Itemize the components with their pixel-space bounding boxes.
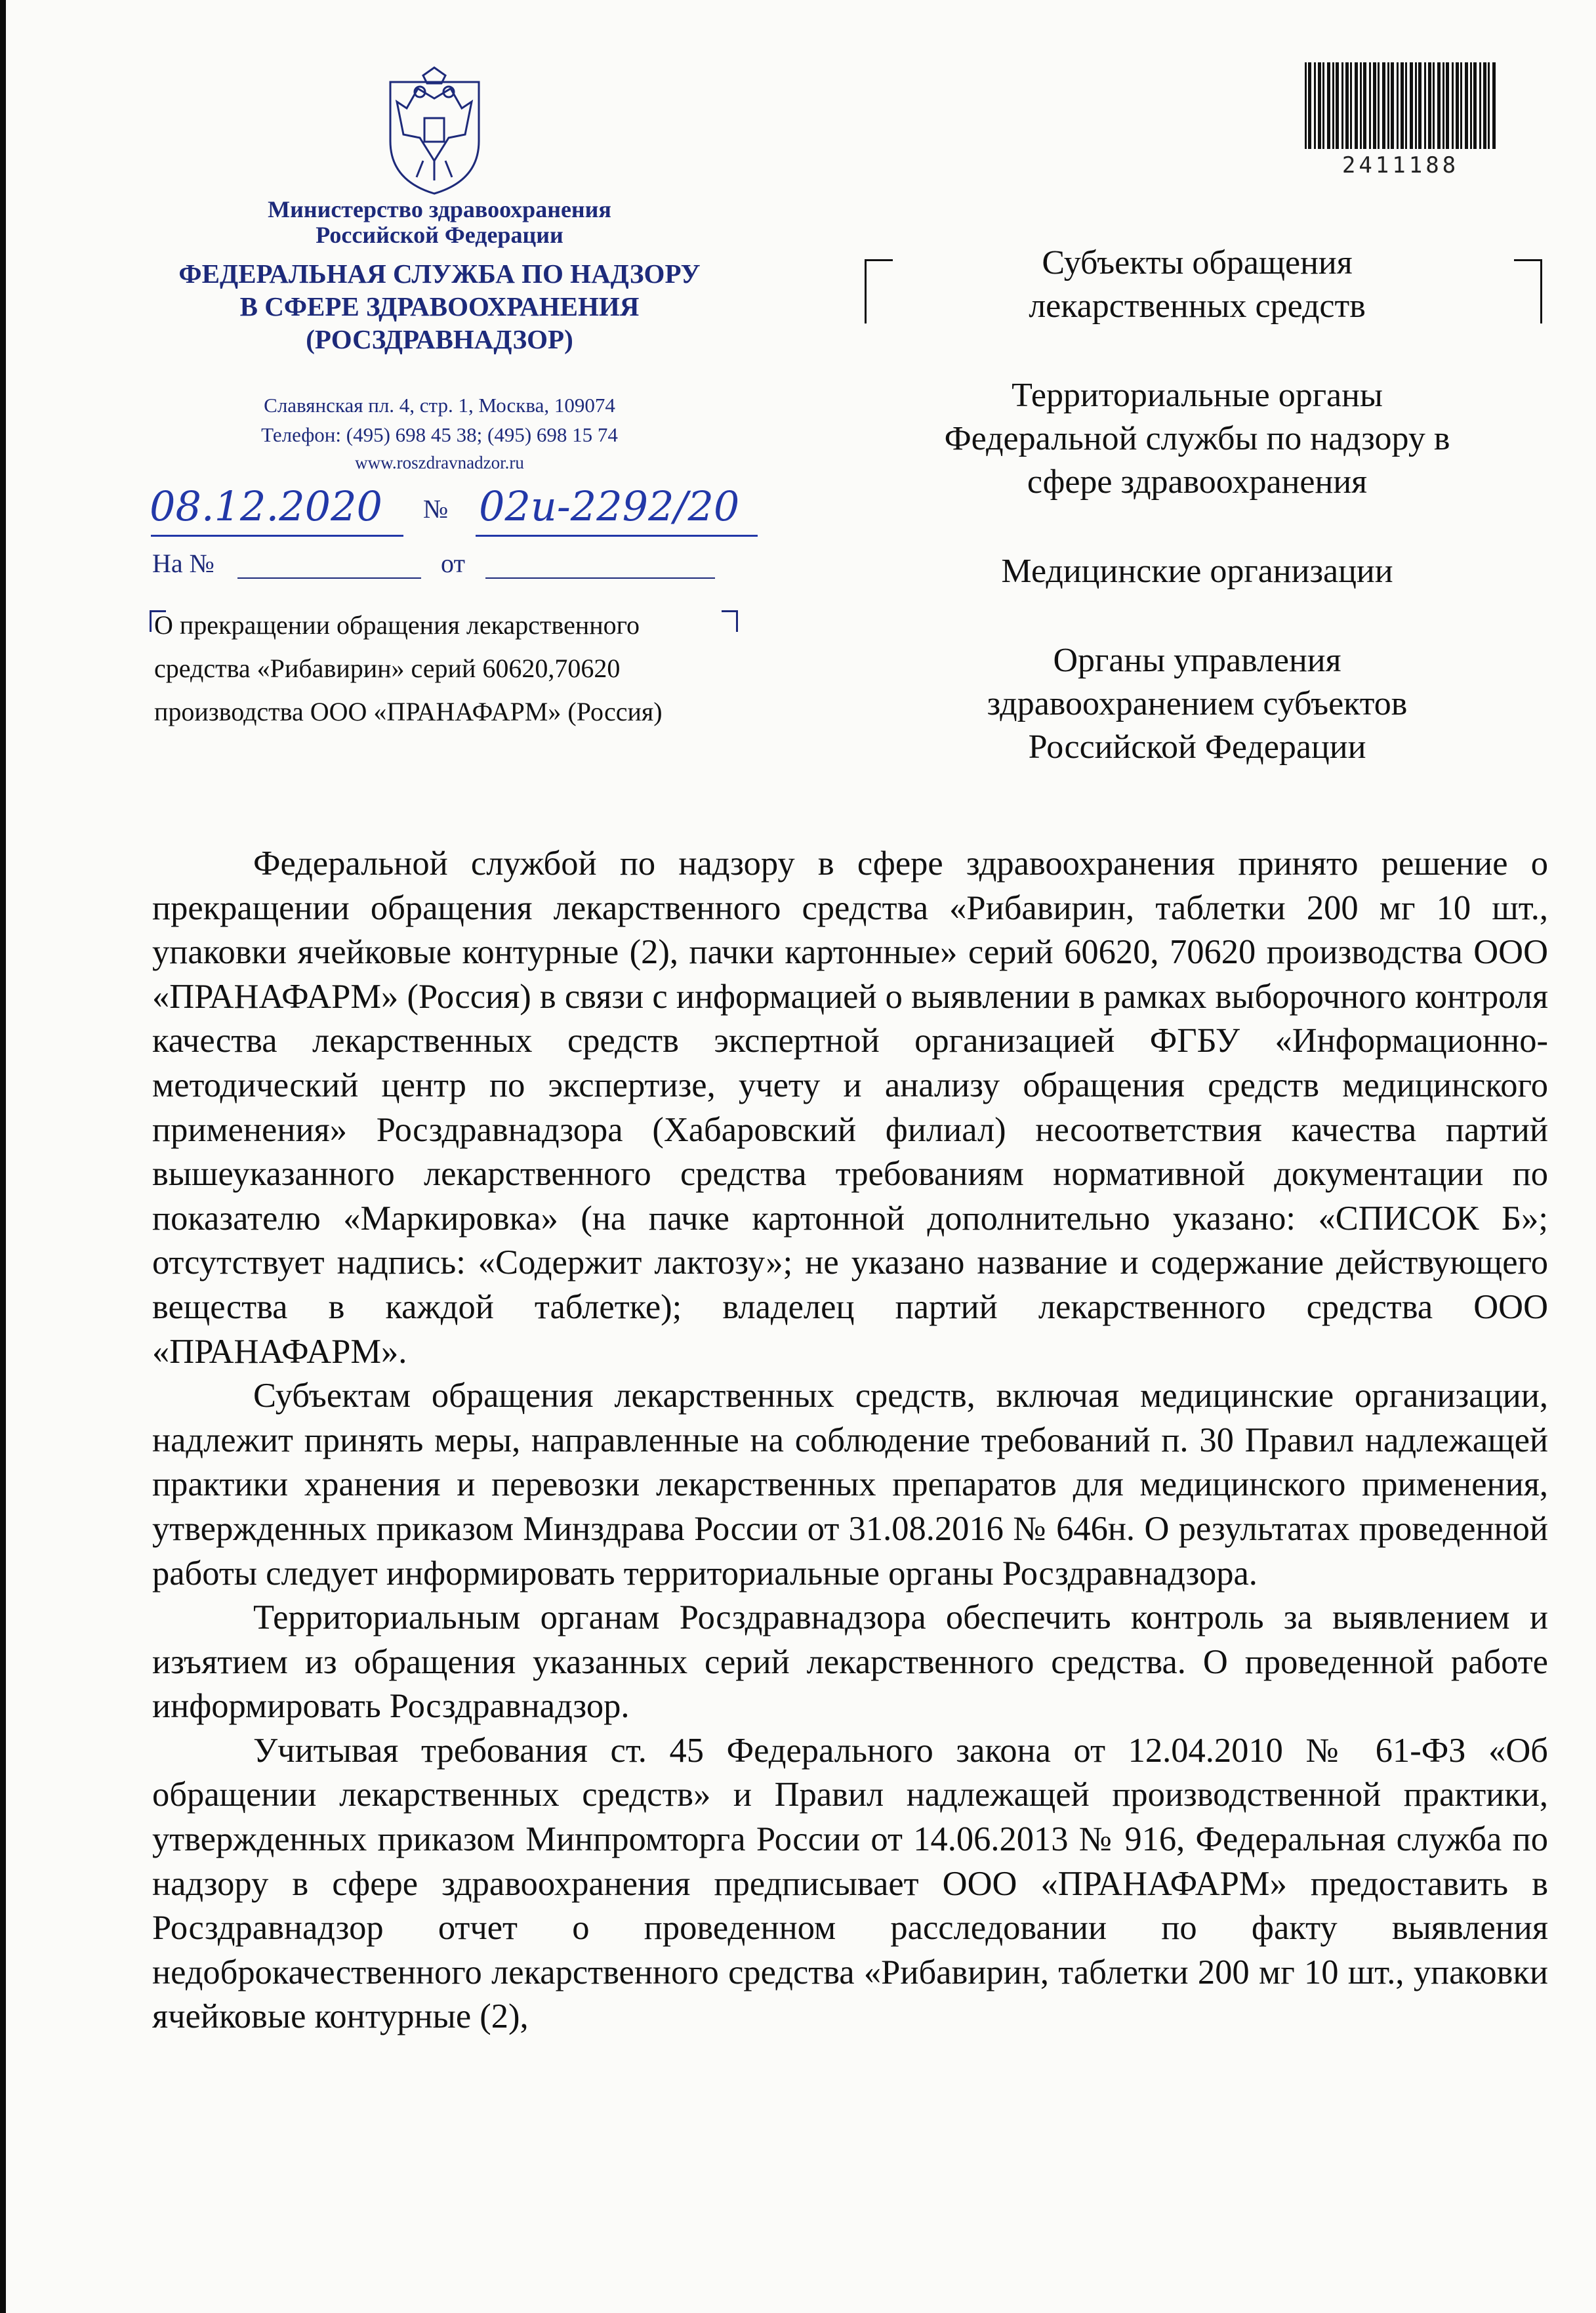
address: Славянская пл. 4, стр. 1, Москва, 109074 <box>264 394 615 417</box>
subject-line3: производства ООО «ПРАНАФАРМ» (Россия) <box>154 697 663 726</box>
addressee-block <box>853 241 1542 815</box>
barcode-bar <box>1483 62 1486 149</box>
barcode-bar <box>1456 62 1459 149</box>
barcode-bar <box>1428 62 1431 149</box>
addressee-line: Территориальные органы <box>1012 377 1383 414</box>
number-sign: № <box>423 494 449 524</box>
letter-body <box>152 842 1548 2039</box>
body-paragraph-4: Учитывая требования ст. 45 Федерального закона от 12.04.2010 № 61-ФЗ «Об обращении лекарственных средств» и Правил надлежащей производственной практики, утвержденных приказом Минпромторга России от 14.06.2013 № 916, Федеральная служба по надзору в сфере здравоохранения предписывает ООО «ПРАНАФАРМ» предоставить в Росздравнадзор отчет о проведенном расследовании по факту выявления недоброкачественного лекарственного средства «Рибавирин, таблетки 200 мг 10 шт., упаковки ячейковые контурные (2), <box>152 1731 1548 2036</box>
barcode-bar <box>1378 62 1380 149</box>
barcode-number: 2411188 <box>1341 152 1460 178</box>
barcode-bar <box>1305 62 1307 149</box>
barcode-bar <box>1322 62 1324 149</box>
addressee-group-2 <box>853 374 1542 504</box>
barcode-bar <box>1405 62 1407 149</box>
ref-number-label: На № <box>152 549 215 578</box>
barcode-bar <box>1387 62 1389 149</box>
addressee-group-3 <box>853 550 1542 593</box>
barcode-bar <box>1446 62 1449 149</box>
registration-number: 02и-2292/20 <box>479 482 740 530</box>
body-paragraph-2: Субъектам обращения лекарственных средств, включая медицинские организации, надлежит принять меры, направленные на соблюдение требований п. 30 Правил надлежащей практики хранения и перевозки лекарственных препаратов для медицинского применения, утвержденных приказом Минздрава России от 31.08.2016 № 646н. О результатах проведенной работы следует информировать территориальные органы Росздравнадзора. <box>152 1377 1548 1593</box>
service-name-line3: (РОСЗДРАВНАДЗОР) <box>306 324 573 354</box>
barcode-bar <box>1443 62 1444 149</box>
service-name-line1: ФЕДЕРАЛЬНАЯ СЛУЖБА ПО НАДЗОРУ <box>178 259 701 289</box>
barcode-bar <box>1355 62 1358 149</box>
barcode-bar <box>1473 62 1477 149</box>
barcode-bar <box>1424 62 1426 149</box>
barcode-bar <box>1401 62 1404 149</box>
subject-block <box>154 604 745 734</box>
barcode-bar <box>1327 62 1330 149</box>
website: www.roszdravnadzor.ru <box>355 453 524 472</box>
addressee-group-4 <box>853 639 1542 769</box>
barcode-bar <box>1460 62 1462 149</box>
barcode-bar <box>1418 62 1422 149</box>
barcode-bar <box>1363 62 1366 149</box>
phone: Телефон: (495) 698 45 38; (495) 698 15 74 <box>261 423 618 446</box>
barcode-bar <box>1308 62 1311 149</box>
ref-number-line <box>237 577 421 579</box>
addressee-line: лекарственных средств <box>1029 287 1366 325</box>
barcode-bar <box>1452 62 1454 149</box>
subject-line1: О прекращении обращения лекарственного <box>154 610 640 640</box>
service-name-line2: В СФЕРЕ ЗДРАВООХРАНЕНИЯ <box>239 291 640 322</box>
barcode-bar <box>1433 62 1435 149</box>
barcode-bar <box>1382 62 1385 149</box>
barcode-bar <box>1492 62 1496 149</box>
ministry-name-line1: Министерство здравоохранения <box>268 196 611 222</box>
barcode-bar <box>1465 62 1468 149</box>
body-paragraph-3: Территориальным органам Росздравнадзора обеспечить контроль за выявлением и изъятием из обращения указанных серий лекарственного средства. О проведенной работе информировать Росздравнадзор. <box>152 1598 1548 1726</box>
addressee-group-1 <box>853 241 1542 328</box>
barcode <box>1302 62 1499 149</box>
barcode-bar <box>1397 62 1399 149</box>
barcode-bar <box>1332 62 1334 149</box>
barcode-bar <box>1369 62 1371 149</box>
ministry-name-line2: Российской Федерации <box>316 222 563 248</box>
registration-date: 08.12.2020 <box>150 482 382 530</box>
barcode-bar <box>1314 62 1316 149</box>
barcode-bar <box>1415 62 1417 149</box>
barcode-bar <box>1336 62 1339 149</box>
barcode-bar <box>1373 62 1376 149</box>
addressee-line: Медицинские организации <box>1001 552 1393 590</box>
barcode-bar <box>1341 62 1343 149</box>
barcode-bar <box>1479 62 1481 149</box>
date-underline <box>151 535 403 537</box>
ref-date-label: от <box>441 549 465 578</box>
barcode-bar <box>1345 62 1349 149</box>
barcode-bar <box>1410 62 1413 149</box>
scan-edge <box>0 0 6 2313</box>
coat-of-arms-icon <box>377 62 492 197</box>
barcode-bar <box>1488 62 1490 149</box>
addressee-line: Федеральной службы по надзору в <box>944 420 1450 457</box>
barcode-bar <box>1360 62 1362 149</box>
body-paragraph-1: Федеральной службой по надзору в сфере здравоохранения принято решение о прекращении обращения лекарственного средства «Рибавирин, таблетки 200 мг 10 шт., упаковки ячейковые контурные (2), пачки картонные» серий 60620, 70620 производства ООО «ПРАНАФАРМ» (Россия) в связи с информацией о выявлении в рамках выборочного контроля качества лекарственных средств экспертной организацией ФГБУ «Информационно-методический центр по экспертизе, учету и анализу обращения средств медицинского применения» Росздравнадзора (Хабаровский филиал) несоответствия качества партий вышеуказанного лекарственного средства требованиям нормативной документации по показателю «Маркировка» (на пачке картонной дополнительно указано: «СПИСОК Б»; отсутствует надпись: «Содержит лактозу»; не указано название и содержание действующего вещества в каждой таблетке); владелец партий лекарственного средства ООО «ПРАНАФАРМ». <box>152 844 1548 1371</box>
addressee-line: здравоохранением субъектов <box>987 685 1408 722</box>
barcode-bar <box>1470 62 1472 149</box>
addressee-line: Субъекты обращения <box>1042 244 1353 281</box>
ref-date-line <box>485 577 715 579</box>
addressee-line: Органы управления <box>1053 642 1341 679</box>
number-underline <box>476 535 758 537</box>
addressee-line: Российской Федерации <box>1028 728 1366 766</box>
barcode-bar <box>1350 62 1352 149</box>
barcode-bar <box>1318 62 1321 149</box>
barcode-bar <box>1437 62 1441 149</box>
barcode-bar <box>1391 62 1394 149</box>
subject-line2: средства «Рибавирин» серий 60620,70620 <box>154 654 621 683</box>
addressee-line: сфере здравоохранения <box>1027 463 1368 501</box>
